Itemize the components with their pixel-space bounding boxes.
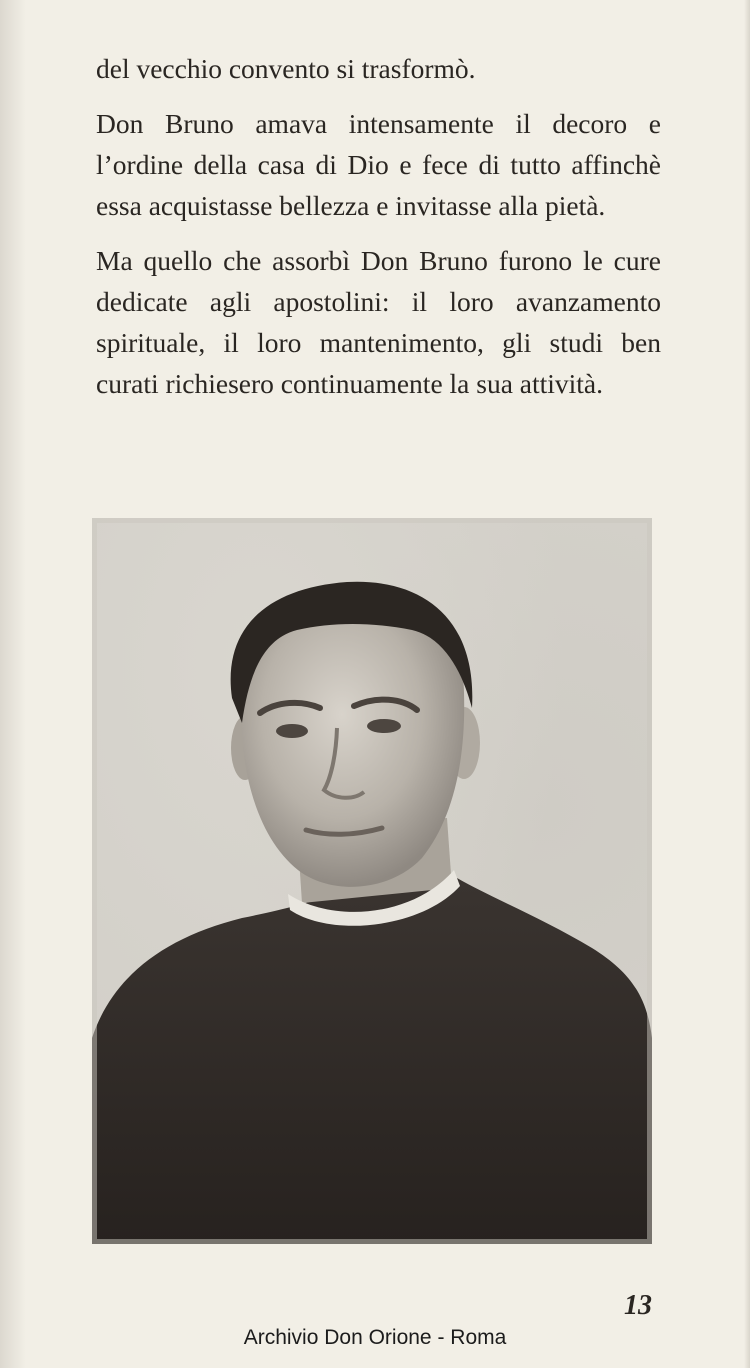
body-text	[96, 48, 661, 418]
paragraph-1: del vecchio convento si trasformò.	[96, 53, 476, 84]
portrait-illustration	[92, 518, 652, 1244]
cassock	[92, 878, 652, 1244]
archive-watermark: Archivio Don Orione - Roma	[243, 1326, 507, 1349]
portrait-photo	[92, 518, 652, 1244]
paragraph-3: Ma quello che assorbì Don Bruno furono le cure dedicate agli apostolini: il loro avanzamento spirituale, il loro mantenimento, gli studi ben curati richiesero continuamente la sua attività.	[96, 245, 661, 399]
page-gutter	[0, 0, 26, 1368]
right-eye	[367, 719, 401, 733]
paragraph-2: Don Bruno amava intensamente il decoro e l’ordine della casa di Dio e fece di tutto affinchè essa acquistasse bellezza e invitasse alla pietà.	[96, 108, 661, 221]
left-eye	[276, 724, 308, 738]
page-right-edge	[744, 0, 750, 1368]
page-number: 13	[624, 1290, 652, 1321]
face	[242, 600, 464, 887]
